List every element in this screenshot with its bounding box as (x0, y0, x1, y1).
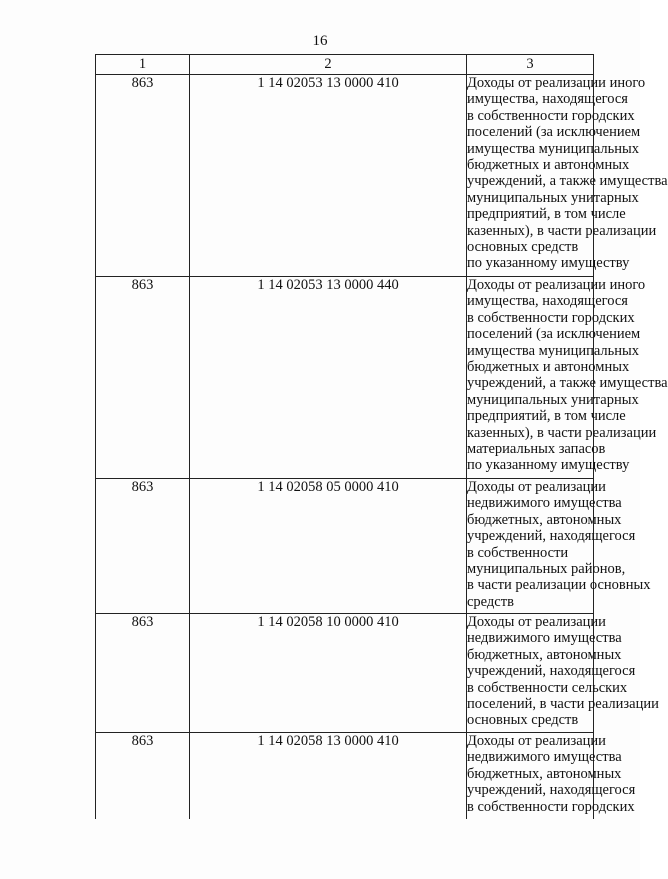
revenue-name-cell (467, 614, 659, 733)
revenue-name-line: муниципальных районов, (467, 561, 626, 578)
admin-code-cell: 863 (96, 479, 190, 614)
revenue-name-line: недвижимого имущества (467, 630, 622, 647)
revenue-name-line: имущества муниципальных (467, 342, 640, 359)
page-number: 16 (312, 33, 328, 49)
revenue-name-line: бюджетных и автономных (467, 157, 630, 174)
table-row (96, 277, 594, 479)
revenue-name-line: учреждений, а также имущества (467, 173, 668, 190)
revenue-name-line: поселений, в части реализации (467, 696, 659, 713)
revenue-name-line: муниципальных унитарных (467, 189, 639, 206)
kbk-code-cell: 1 14 02053 13 0000 410 (190, 75, 467, 277)
table-row (96, 479, 594, 614)
revenue-name-line: основных средств (467, 712, 579, 729)
revenue-name-line: имущества муниципальных (467, 140, 640, 157)
revenue-name-line: в части реализации основных (467, 577, 651, 594)
table-header-row (96, 55, 594, 75)
revenue-name-line: в собственности городских (467, 309, 635, 326)
revenue-name-line: в собственности городских (467, 107, 635, 124)
kbk-code-cell: 1 14 02053 13 0000 440 (190, 277, 467, 479)
revenue-name-cell (467, 479, 651, 614)
revenue-name-line: средств (467, 593, 514, 610)
revenue-name-line: недвижимого имущества (467, 495, 622, 512)
revenue-name-line: в собственности городских (467, 798, 635, 815)
column-header-1: 1 (96, 55, 190, 75)
revenue-name-line: в собственности (467, 544, 569, 561)
revenue-name-line: материальных запасов (467, 441, 606, 458)
kbk-code-cell: 1 14 02058 05 0000 410 (190, 479, 467, 614)
revenue-name-line: недвижимого имущества (467, 749, 622, 766)
revenue-name-line: по указанному имуществу (467, 457, 630, 474)
table-row (96, 733, 594, 820)
revenue-name-line: Доходы от реализации (467, 733, 606, 749)
admin-code-cell: 863 (96, 614, 190, 733)
revenue-name-line: учреждений, находящегося (467, 782, 636, 799)
revenue-name-line: поселений (за исключением (467, 124, 641, 141)
revenue-name-line: Доходы от реализации (467, 614, 606, 630)
revenue-name-line: имущества, находящегося (467, 293, 628, 310)
revenue-name-line: учреждений, находящегося (467, 663, 636, 680)
revenue-name-line: поселений (за исключением (467, 326, 641, 343)
revenue-name-line: бюджетных, автономных (467, 646, 622, 663)
revenue-name-line: муниципальных унитарных (467, 391, 639, 408)
revenue-name-cell (467, 277, 668, 479)
revenue-name-line: основных средств (467, 239, 579, 256)
revenue-name-line: по указанному имуществу (467, 255, 630, 272)
revenue-name-cell (467, 75, 668, 277)
revenue-name-line: казенных), в части реализации (467, 222, 657, 239)
revenue-name-line: Доходы от реализации иного (467, 75, 646, 91)
revenue-name-line: учреждений, а также имущества (467, 375, 668, 392)
revenue-name-line: имущества, находящегося (467, 91, 628, 108)
table-row (96, 75, 594, 277)
kbk-code-cell: 1 14 02058 10 0000 410 (190, 614, 467, 733)
revenue-name-line: казенных), в части реализации (467, 424, 657, 441)
admin-code-cell: 863 (96, 733, 190, 820)
table-row (96, 614, 594, 733)
revenue-name-line: предприятий, в том числе (467, 206, 626, 223)
column-header-2: 2 (190, 55, 467, 75)
admin-code-cell: 863 (96, 75, 190, 277)
revenue-name-line: в собственности сельских (467, 679, 628, 696)
revenue-name-line: Доходы от реализации (467, 479, 606, 495)
revenue-name-line: Доходы от реализации иного (467, 277, 646, 293)
revenue-name-line: учреждений, находящегося (467, 528, 636, 545)
revenue-name-line: бюджетных, автономных (467, 765, 622, 782)
column-header-3: 3 (467, 55, 594, 75)
kbk-code-cell: 1 14 02058 13 0000 410 (190, 733, 467, 820)
revenue-name-line: бюджетных и автономных (467, 359, 630, 376)
admin-code-cell: 863 (96, 277, 190, 479)
revenue-name-line: предприятий, в том числе (467, 408, 626, 425)
revenue-name-line: бюджетных, автономных (467, 511, 622, 528)
revenue-name-cell (467, 733, 636, 820)
revenue-codes-table (95, 54, 668, 819)
